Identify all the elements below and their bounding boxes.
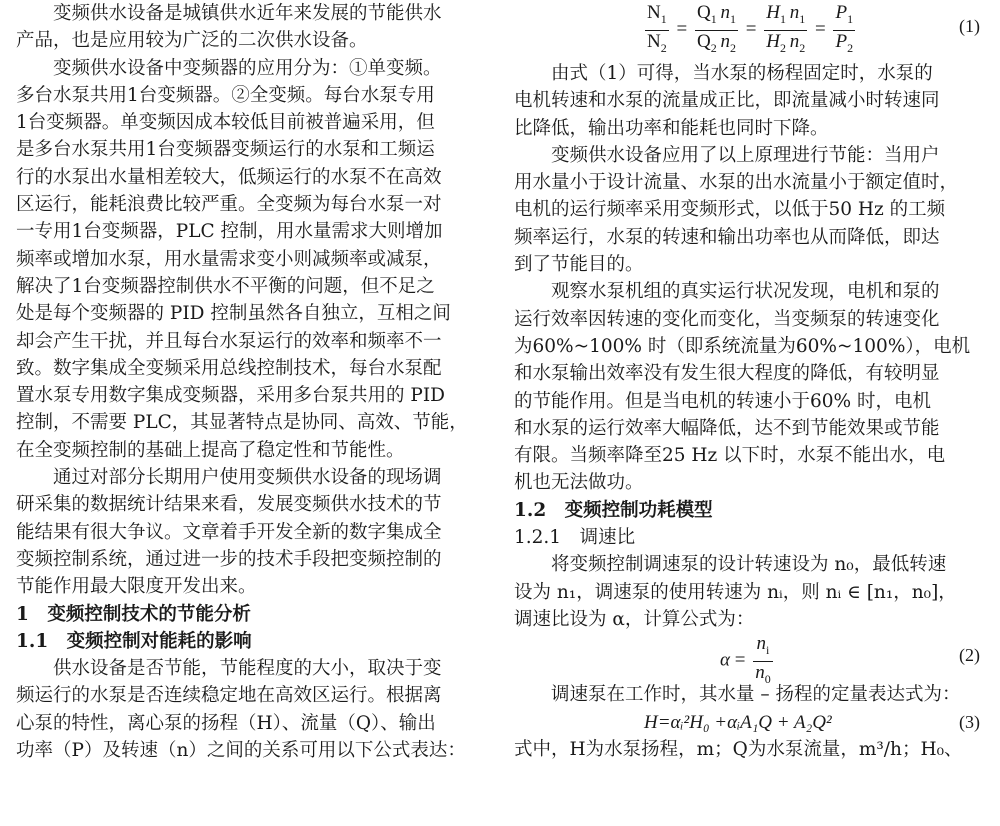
text-line: 通过对部分长期用户使用变频供水设备的现场调 (53, 467, 442, 489)
text-line: 由式（1）可得，当水泵的杨程固定时，水泵的 (551, 63, 933, 84)
text-line: 在全变频控制的基础上提高了稳定性和节能性。 (16, 439, 405, 461)
text-line: 电机转速和水泵的流量成正比，即流量减小时转速同 (514, 90, 940, 112)
text-line: 和水泵的运行效率大幅降低，达不到节能效果或节能 (514, 417, 940, 439)
text-line: 到了节能目的。 (514, 254, 644, 276)
text-line: 设为 n₁，调速泵的使用转速为 nᵢ，则 nᵢ ∈ [n₁，n₀]， (514, 581, 957, 603)
text-line: 频率或增加水泵，用水量需求变小则减频率或减泵， (16, 248, 442, 270)
text-line: 调速比设为 α，计算公式为： (514, 608, 755, 630)
text-line: 变频控制系统，通过进一步的技术手段把变频控制的 (16, 548, 442, 570)
section-heading-1: 1 变频控制技术的节能分析 (16, 603, 251, 625)
eq1-ratio-p: $\frac{P_1}{P_2}$ (835, 2, 854, 55)
text-line: 处是每个变频器的 PID 控制虽然各自独立，互相之间 (16, 303, 451, 325)
left-column (16, 0, 492, 764)
text-line: 和水泵输出效率没有发生很大程度的降低，有较明显 (514, 363, 940, 385)
text-line: 的节能作用。但是当电机的转速小于60% 时，电机 (514, 390, 932, 412)
eq1-ratio-qn: $\frac{Q_1 n_1}{Q_2 n_2}$ (696, 2, 736, 55)
right-paragraph-block-4 (514, 736, 990, 763)
equation-number-3: (3) (959, 711, 980, 732)
text-line: 频率运行，水泵的转速和输出功率也从而降低，即达 (514, 226, 940, 248)
text-line: 式中，H为水泵扬程，m；Q为水泵流量，m³/h；H₀、 (514, 738, 963, 760)
section-heading-1-1: 1.1 变频控制对能耗的影响 (16, 630, 252, 652)
text-line: 致。数字集成全变频采用总线控制技术，每台水泵配 (16, 357, 442, 379)
text-line: 节能作用最大限度开发出来。 (16, 576, 257, 598)
text-line: 1台变频器。单变频因成本较低目前被普遍采用，但 (16, 112, 435, 134)
text-line: 变频供水设备是城镇供水近年来发展的节能供水 (53, 3, 442, 24)
text-line: 是多台水泵共用1台变频器变频运行的水泵和工频运 (16, 139, 435, 161)
text-line: 供水设备是否节能，节能程度的大小，取决于变 (53, 658, 442, 680)
right-column (514, 0, 990, 763)
equation-3 (514, 709, 990, 736)
text-line: 为60%~100% 时（即系统流量为60%~100%），电机 (514, 335, 971, 357)
text-line: 控制，不需要 PLC，其显著特点是协同、高效、节能， (16, 412, 468, 434)
left-paragraph-block-2 (16, 655, 492, 764)
text-line: 一专用1台变频器，PLC 控制，用水量需求大则增加 (16, 221, 443, 243)
text-line: 变频供水设备中变频器的应用分为：①单变频。 (53, 57, 442, 79)
text-line: 机也无法做功。 (514, 472, 644, 494)
text-line: 区运行，能耗浪费比较严重。全变频为每台水泵一对 (16, 194, 442, 216)
text-line: 将变频控制调速泵的设计转速设为 n₀，最低转速 (551, 554, 947, 576)
eq1-ratio-hn: $\frac{H_1 n_1}{H_2 n_2}$ (766, 2, 806, 55)
text-line: 调速泵在工作时，其水量 – 扬程的定量表达式为： (551, 684, 961, 706)
text-line: 产品，也是应用较为广泛的二次供水设备。 (16, 30, 368, 52)
text-line: 解决了1台变频器控制供水不平衡的问题，但不足之 (16, 275, 435, 297)
text-line: 有限。当频率降至25 Hz 以下时，水泵不能出水，电 (514, 445, 946, 467)
text-line: 用水量小于设计流量、水泵的出水流量小于额定值时， (514, 172, 959, 194)
text-line: 运行效率因转速的变化而变化，当变频泵的转速变化 (514, 308, 940, 330)
text-line: 置水泵专用数字集成变频器，采用多台泵共用的 PID (16, 385, 445, 407)
text-line: 观察水泵机组的真实运行状况发现，电机和泵的 (551, 281, 940, 303)
equation-number-2: (2) (959, 645, 980, 666)
text-line: 变频供水设备应用了以上原理进行节能：当用户 (551, 144, 940, 166)
text-line: 心泵的特性，离心泵的扬程（H）、流量（Q）、输出 (16, 712, 436, 734)
text-line: 多台水泵共用1台变频器。②全变频。每台水泵专用 (16, 84, 435, 106)
text-line: 却会产生干扰，并且每台水泵运行的效率和频率不一 (16, 330, 442, 352)
text-line: 能结果有很大争议。文章着手开发全新的数字集成全 (16, 521, 442, 543)
left-paragraph-block (16, 0, 492, 601)
right-paragraph-block-2 (514, 551, 990, 633)
equation-number-1: (1) (959, 16, 980, 36)
right-paragraph-block (514, 60, 990, 497)
text-line: 行的水泵出水量相差较大，低频运行的水泵不在高效 (16, 166, 442, 188)
text-line: 功率（P）及转速（n）之间的关系可用以下公式表达： (16, 740, 466, 762)
text-line: 频运行的水泵是否连续稳定地在高效区运行。根据离 (16, 685, 442, 707)
eq1-ratio-n: $\frac{N_1}{N_2}$ (647, 2, 667, 55)
section-heading-1-2-1: 1.2.1 调速比 (514, 527, 636, 549)
equation-1: $\frac{N_1}{N_2}$ = $\frac{Q_1 n_1}{Q_2 n_2}$ = $\frac{H_1 n_1}{H_2 n_2}$ = $\frac{P_1}{P_2}$ (1) (514, 0, 990, 60)
text-line: 研采集的数据统计结果来看，发展变频供水技术的节 (16, 494, 442, 516)
section-heading-1-2: 1.2 变频控制功耗模型 (514, 499, 713, 521)
equation-3-body: H=αᵢ²H₀ +αᵢA₁Q + A₂Q² (644, 711, 832, 733)
text-line: 电机的运行频率采用变频形式，以低于50 Hz 的工频 (514, 199, 946, 221)
text-line: 比降低，输出功率和能耗也同时下降。 (514, 117, 829, 139)
equation-2: α = $\frac{n_i}{n_0}$ (2) (720, 633, 980, 686)
